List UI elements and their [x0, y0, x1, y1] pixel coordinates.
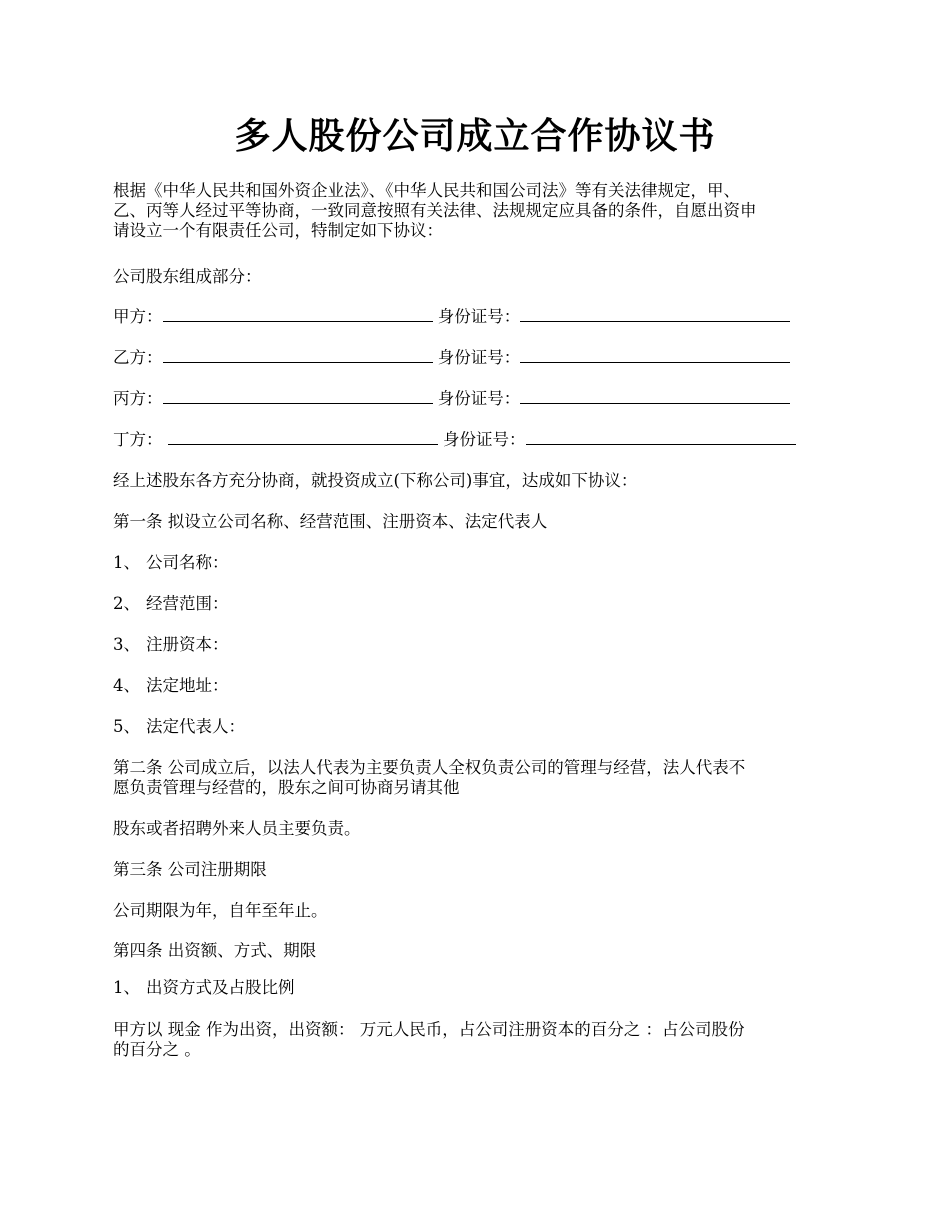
id-blank-line: [526, 430, 796, 445]
agreement-intro: 经上述股东各方充分协商，就投资成立(下称公司)事宜，达成如下协议：: [113, 471, 638, 490]
item-number: 3、: [113, 635, 140, 654]
item-text: 公司名称：: [146, 553, 229, 572]
id-blank-line: [520, 389, 790, 404]
party-row-yi: [113, 348, 838, 368]
article2-continuation: 股东或者招聘外来人员主要负责。: [113, 819, 361, 838]
article4-line: 的百分之 。: [113, 1040, 201, 1059]
shareholders-heading: 公司股东组成部分：: [113, 267, 262, 286]
id-label: 身份证号：: [437, 307, 521, 326]
item-number: 1、: [113, 553, 140, 572]
id-label: 身份证号：: [437, 348, 521, 367]
intro-line: 乙、丙等人经过平等协商，一致同意按照有关法律、法规规定应具备的条件，自愿出资申: [113, 201, 757, 220]
article1-item: [113, 594, 838, 614]
party-label: 丙方：: [113, 389, 163, 408]
id-blank-line: [520, 307, 790, 322]
intro-paragraph: [113, 181, 838, 241]
article4-line: 甲方以 现金 作为出资，出资额： 万元人民币，占公司注册资本的百分之 ：占公司股份: [113, 1020, 745, 1039]
party-label: 丁方：: [113, 430, 163, 449]
item-text: 出资方式及占股比例: [146, 978, 295, 997]
id-blank-line: [520, 348, 790, 363]
name-blank-line: [168, 430, 438, 445]
item-text: 注册资本：: [146, 635, 229, 654]
article1-item: [113, 635, 838, 655]
id-label: 身份证号：: [443, 430, 526, 449]
intro-line: 根据《中华人民共和国外资企业法》、《中华人民共和国公司法》等有关法律规定，甲、: [113, 181, 740, 200]
item-text: 法定地址：: [146, 676, 229, 695]
article3-title: 第三条 公司注册期限: [113, 860, 267, 879]
document-title: 多人股份公司成立合作协议书: [234, 115, 716, 157]
article2-paragraph: [113, 758, 838, 798]
party-row-bing: [113, 389, 838, 409]
item-number: 4、: [113, 676, 140, 695]
article1-item: [113, 717, 838, 737]
item-number: 5、: [113, 717, 140, 736]
article2-line: 第二条 公司成立后，以法人代表为主要负责人全权负责公司的管理与经营，法人代表不: [113, 758, 746, 777]
name-blank-line: [163, 389, 433, 404]
item-number: 2、: [113, 594, 140, 613]
party-label: 甲方：: [113, 307, 163, 326]
article1-title: 第一条 拟设立公司名称、经营范围、注册资本、法定代表人: [113, 512, 548, 531]
intro-line: 请设立一个有限责任公司，特制定如下协议：: [113, 221, 443, 240]
article3-text: 公司期限为年，自年至年止。: [113, 901, 328, 920]
party-row-ding: [113, 430, 838, 450]
party-row-jia: [113, 307, 838, 327]
name-blank-line: [163, 307, 433, 322]
item-text: 法定代表人：: [146, 717, 245, 736]
article2-line: 愿负责管理与经营的，股东之间可协商另请其他: [113, 778, 460, 797]
article1-item: [113, 553, 838, 573]
name-blank-line: [163, 348, 433, 363]
article4-item: [113, 978, 838, 998]
id-label: 身份证号：: [437, 389, 521, 408]
article4-title: 第四条 出资额、方式、期限: [113, 941, 317, 960]
article4-party-paragraph: [113, 1020, 838, 1060]
article1-item: [113, 676, 838, 696]
party-label: 乙方：: [113, 348, 163, 367]
item-number: 1、: [113, 978, 140, 997]
item-text: 经营范围：: [146, 594, 229, 613]
